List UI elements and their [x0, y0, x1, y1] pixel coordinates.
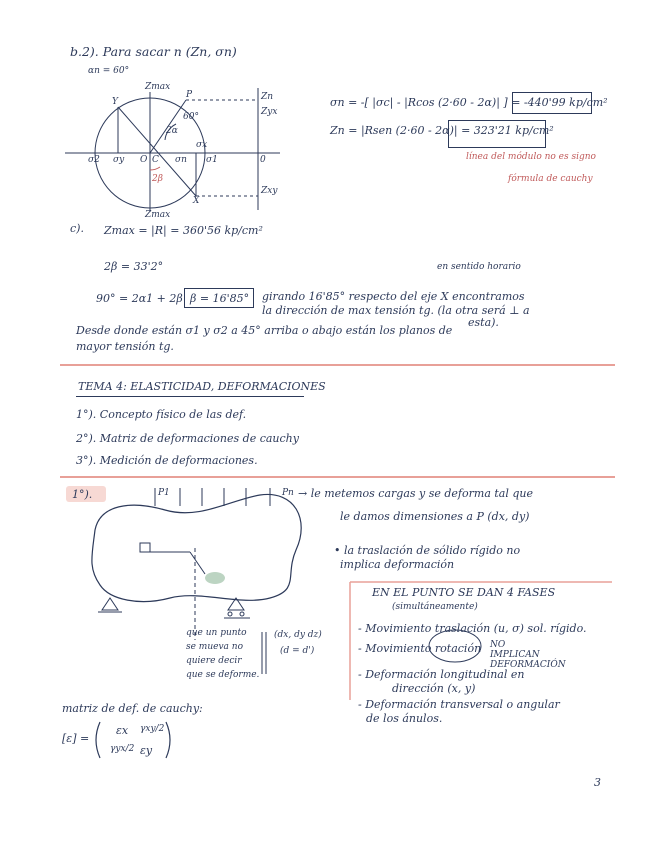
mohr-top-label: Zmax [145, 82, 171, 92]
cauchy-note: fórmula de cauchy [508, 174, 593, 184]
matrix-lhs: [ε] = [62, 732, 90, 745]
fase-4b: de los ánulos. [366, 712, 443, 725]
caption-line1: que un punto [186, 628, 247, 638]
mohr-zn-label: Zn [261, 92, 274, 102]
caption-line4: que se deforme. [186, 670, 260, 680]
mohr-x-label: X [193, 196, 200, 206]
sentido-note: en sentido horario [437, 262, 521, 272]
direccion-text: la dirección de max tensión tg. (la otra será ⊥ a [262, 304, 530, 317]
matrix-a21: γyx/2 [110, 744, 135, 754]
tema4-item-3: 3°). Medición de deformaciones. [76, 454, 258, 467]
mohr-y-label: Y [112, 97, 118, 107]
mohr-s2-label: σ2 [88, 155, 100, 165]
matrix-a11: εx [116, 724, 129, 737]
fase-3: - Deformación longitudinal en [358, 668, 525, 681]
mohr-angle-2a: 2α [166, 126, 178, 136]
tema4-title: TEMA 4: ELASTICIDAD, DEFORMACIONES [78, 380, 326, 393]
tau-max-equation: Zmax = |R| = 360'56 kp/cm² [104, 224, 263, 237]
tema4-item-1: 1°). Concepto físico de las def. [76, 408, 247, 421]
mohr-p-label: P [186, 90, 193, 100]
caption-line3: quiere decir [186, 656, 242, 666]
mohr-c-label: C [152, 155, 159, 165]
b2-heading: b.2). Para sacar n (Zn, σn) [70, 44, 237, 59]
mohr-sx-label: σx [196, 140, 208, 150]
fase-1: - Movimiento traslación (u, σ) sol. rígido. [358, 622, 587, 635]
mohr-sy-label: σy [113, 155, 125, 165]
fases-subtitle: (simultáneamente) [392, 602, 478, 612]
dxdy-note: (dx, dy dz) [274, 630, 322, 640]
dd-note: (d = d') [280, 646, 315, 656]
mohr-sn-label: σn [175, 155, 187, 165]
fases-title: EN EL PUNTO SE DAN 4 FASES [372, 586, 556, 599]
sec1-line3a: • la traslación de sólido rígido no [334, 544, 521, 557]
page-number: 3 [594, 776, 601, 789]
tau-n-equation: Zn = |Rsen (2·60 - 2α)| = 323'21 kp/cm² [330, 124, 554, 137]
sec1-lead-text: → le metemos cargas y se deforma tal que [298, 487, 534, 500]
tema4-item-2: 2°). Matriz de deformaciones de cauchy [76, 432, 299, 445]
esta-text: esta). [468, 316, 499, 329]
matrix-title: matriz de def. de cauchy: [62, 702, 203, 715]
ninety-equation: 90° = 2α1 + 2β [96, 292, 183, 305]
no-deformation-note: NO IMPLICAN DEFORMACIÓN [490, 640, 566, 670]
c-label: c). [70, 222, 84, 235]
mohr-s1-label: σ1 [206, 155, 218, 165]
mohr-angle-60: 60° [183, 112, 199, 122]
fase-2: - Movimiento rotación [358, 642, 482, 655]
sec1-line3b: implica deformación [340, 558, 455, 571]
mohr-zyx-label: Zyx [261, 107, 278, 117]
sec1-line2: le damos dimensiones a P (dx, dy) [340, 510, 530, 523]
two-beta-equation: 2β = 33'2° [104, 260, 164, 273]
sec1-number: 1°). [72, 488, 93, 501]
matrix-a12: γxy/2 [140, 724, 165, 734]
fase-4: - Deformación transversal o angular [358, 698, 560, 711]
desde-line2: mayor tensión tg. [76, 340, 174, 353]
mohr-zxy-label: Zxy [261, 186, 278, 196]
mohr-zero-label: 0 [260, 155, 266, 165]
desde-line1: Desde donde están σ1 y σ2 a 45° arriba o abajo están los planos de [76, 324, 453, 337]
modulus-note: línea del módulo no es signo [466, 152, 596, 162]
fase-3b: dirección (x, y) [392, 682, 476, 695]
mohr-angle-2b: 2β [152, 174, 163, 184]
p1-label: P1 [158, 488, 170, 498]
caption-line2: se mueva no [186, 642, 243, 652]
mohr-bottom-label: Zmax [145, 210, 171, 220]
beta-result: β = 16'85° [190, 292, 250, 305]
mohr-o-label: O [140, 155, 148, 165]
alpha-value: αn = 60° [88, 66, 130, 76]
girando-text: girando 16'85° respecto del eje X encontramos [262, 290, 525, 303]
matrix-a22: εy [140, 744, 153, 757]
sigma-n-equation: σn = -[ |σc| - |Rcos (2·60 - 2α)| ] = -440'99 kp/cm² [330, 96, 608, 109]
pn-label: Pn [282, 488, 294, 498]
